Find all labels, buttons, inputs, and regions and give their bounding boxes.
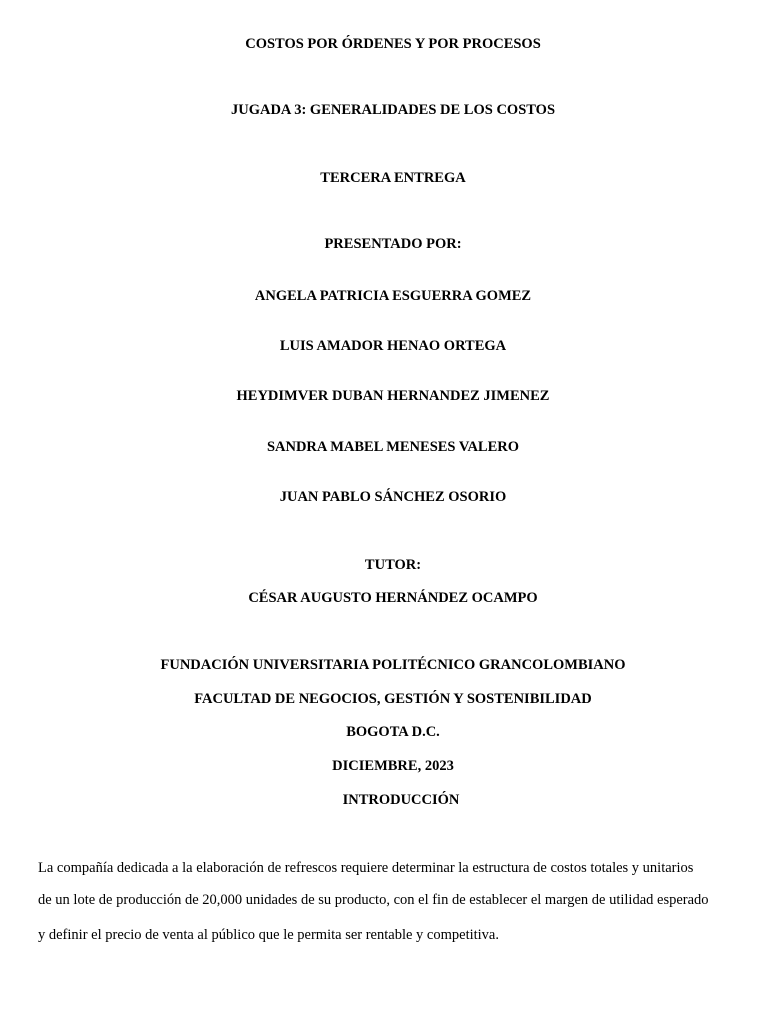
date: DICIEMBRE, 2023 [332,758,454,774]
presented-by-label: PRESENTADO POR: [324,236,462,252]
author-name: ANGELA PATRICIA ESGUERRA GOMEZ [254,288,532,304]
delivery-title: TERCERA ENTREGA [320,170,466,186]
tutor-label: TUTOR: [364,557,422,573]
institution-name: FUNDACIÓN UNIVERSITARIA POLITÉCNICO GRANCOLOMBIANO [160,657,626,673]
introduction-paragraph-line: La compañía dedicada a la elaboración de refrescos requiere determinar la estructura de costos totales y unitarios [38,860,694,876]
assignment-title: JUGADA 3: GENERALIDADES DE LOS COSTOS [230,102,556,118]
faculty-name: FACULTAD DE NEGOCIOS, GESTIÓN Y SOSTENIBILIDAD [194,691,592,707]
author-name: JUAN PABLO SÁNCHEZ OSORIO [279,489,507,505]
introduction-heading: INTRODUCCIÓN [342,792,460,808]
city: BOGOTA D.C. [346,724,440,740]
author-name: SANDRA MABEL MENESES VALERO [266,439,520,455]
introduction-paragraph-line: de un lote de producción de 20,000 unidades de su producto, con el fin de establecer el margen de utilidad esperado [38,892,709,908]
author-name: HEYDIMVER DUBAN HERNANDEZ JIMENEZ [236,388,550,404]
course-title: COSTOS POR ÓRDENES Y POR PROCESOS [245,36,541,52]
author-name: LUIS AMADOR HENAO ORTEGA [279,338,507,354]
introduction-paragraph-line: y definir el precio de venta al público que le permita ser rentable y competitiva. [38,927,499,943]
tutor-name: CÉSAR AUGUSTO HERNÁNDEZ OCAMPO [248,590,538,606]
